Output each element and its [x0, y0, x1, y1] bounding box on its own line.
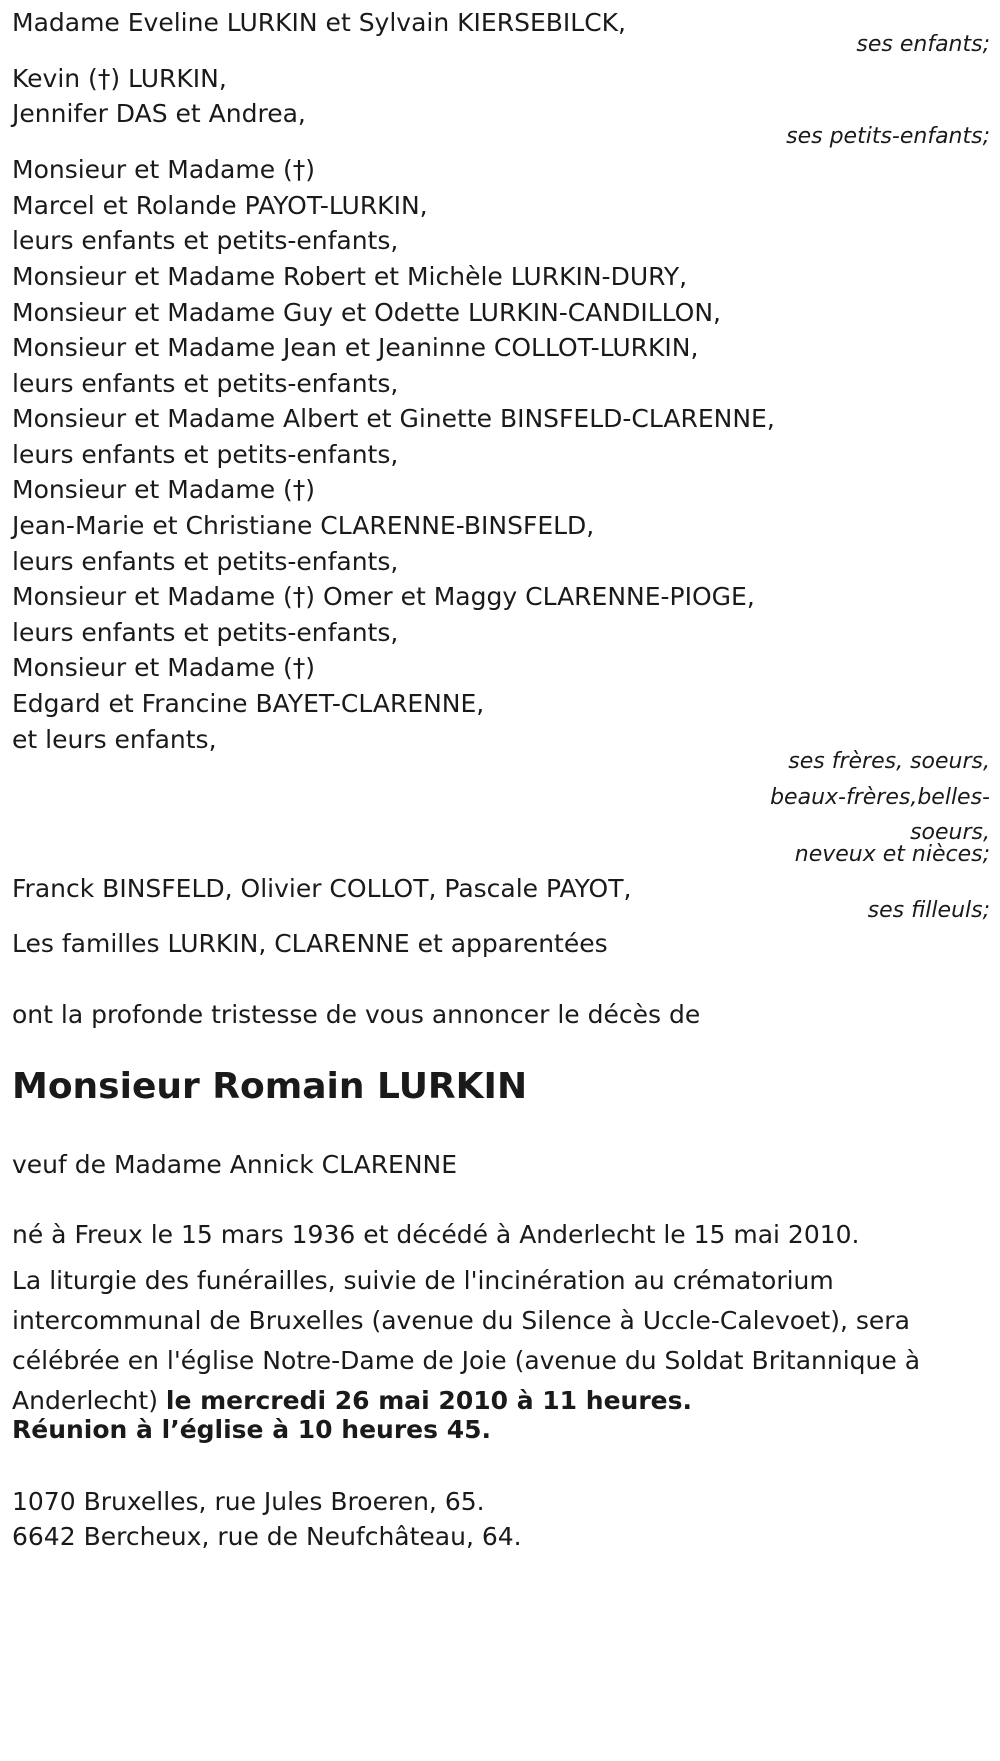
sibling-line: leurs enfants et petits-enfants,	[12, 369, 399, 398]
sibling-line: Monsieur et Madame (†)	[12, 475, 316, 504]
sibling-line: et leurs enfants,	[12, 725, 217, 754]
announcement-intro: ont la profonde tristesse de vous annoncer le décès de	[12, 1000, 701, 1029]
gathering-line: Réunion à l’église à 10 heures 45.	[12, 1415, 491, 1444]
ceremony-time: le mercredi 26 mai 2010 à 11 heures.	[165, 1386, 692, 1415]
children-line: Madame Eveline LURKIN et Sylvain KIERSEBILCK,	[12, 8, 627, 37]
ceremony-paragraph	[12, 1261, 990, 1421]
godchildren-role: ses filleuls;	[867, 898, 990, 923]
sibling-line: Monsieur et Madame Robert et Michèle LURKIN-DURY,	[12, 262, 688, 291]
grandchild-line: Jennifer DAS et Andrea,	[12, 99, 306, 128]
sibling-line: Monsieur et Madame (†)	[12, 155, 316, 184]
sibling-line: leurs enfants et petits-enfants,	[12, 618, 399, 647]
sibling-line: Edgard et Francine BAYET-CLARENNE,	[12, 689, 485, 718]
ceremony-text: La liturgie des funérailles, suivie de l'incinération au crématorium intercommunal de Bruxelles (avenue du Silence à Uccle-Calevoet), sera célébrée en l'église Notre-Dame de Joie (avenue du Soldat Britannique à Anderlecht)	[12, 1266, 921, 1415]
sibling-line: Marcel et Rolande PAYOT-LURKIN,	[12, 191, 428, 220]
sibling-line: Jean-Marie et Christiane CLARENNE-BINSFELD,	[12, 511, 595, 540]
siblings-role-line: ses frères, soeurs,	[788, 749, 990, 774]
sibling-line: Monsieur et Madame Jean et Jeaninne COLLOT-LURKIN,	[12, 333, 699, 362]
address-line: 1070 Bruxelles, rue Jules Broeren, 65.	[12, 1487, 485, 1516]
grandchild-line: Kevin (†) LURKIN,	[12, 64, 227, 93]
address-line: 6642 Bercheux, rue de Neufchâteau, 64.	[12, 1522, 522, 1551]
families-line: Les familles LURKIN, CLARENNE et apparentées	[12, 929, 608, 958]
deceased-name: Monsieur Romain LURKIN	[12, 1066, 528, 1107]
widower-line: veuf de Madame Annick CLARENNE	[12, 1150, 458, 1179]
siblings-role-line: beaux-frères,belles-	[770, 785, 990, 810]
sibling-line: leurs enfants et petits-enfants,	[12, 440, 399, 469]
birth-death-line: né à Freux le 15 mars 1936 et décédé à Anderlecht le 15 mai 2010.	[12, 1220, 860, 1249]
sibling-line: Monsieur et Madame Guy et Odette LURKIN-CANDILLON,	[12, 298, 721, 327]
sibling-line: leurs enfants et petits-enfants,	[12, 547, 399, 576]
siblings-role-line: soeurs,	[910, 820, 990, 845]
sibling-line: leurs enfants et petits-enfants,	[12, 226, 399, 255]
sibling-line: Monsieur et Madame Albert et Ginette BINSFELD-CLARENNE,	[12, 404, 775, 433]
grandchildren-role: ses petits-enfants;	[786, 124, 990, 149]
siblings-role-line: neveux et nièces;	[794, 842, 990, 867]
godchildren-line: Franck BINSFELD, Olivier COLLOT, Pascale PAYOT,	[12, 874, 632, 903]
sibling-line: Monsieur et Madame (†) Omer et Maggy CLARENNE-PIOGE,	[12, 582, 755, 611]
children-role: ses enfants;	[856, 32, 990, 57]
sibling-line: Monsieur et Madame (†)	[12, 653, 316, 682]
